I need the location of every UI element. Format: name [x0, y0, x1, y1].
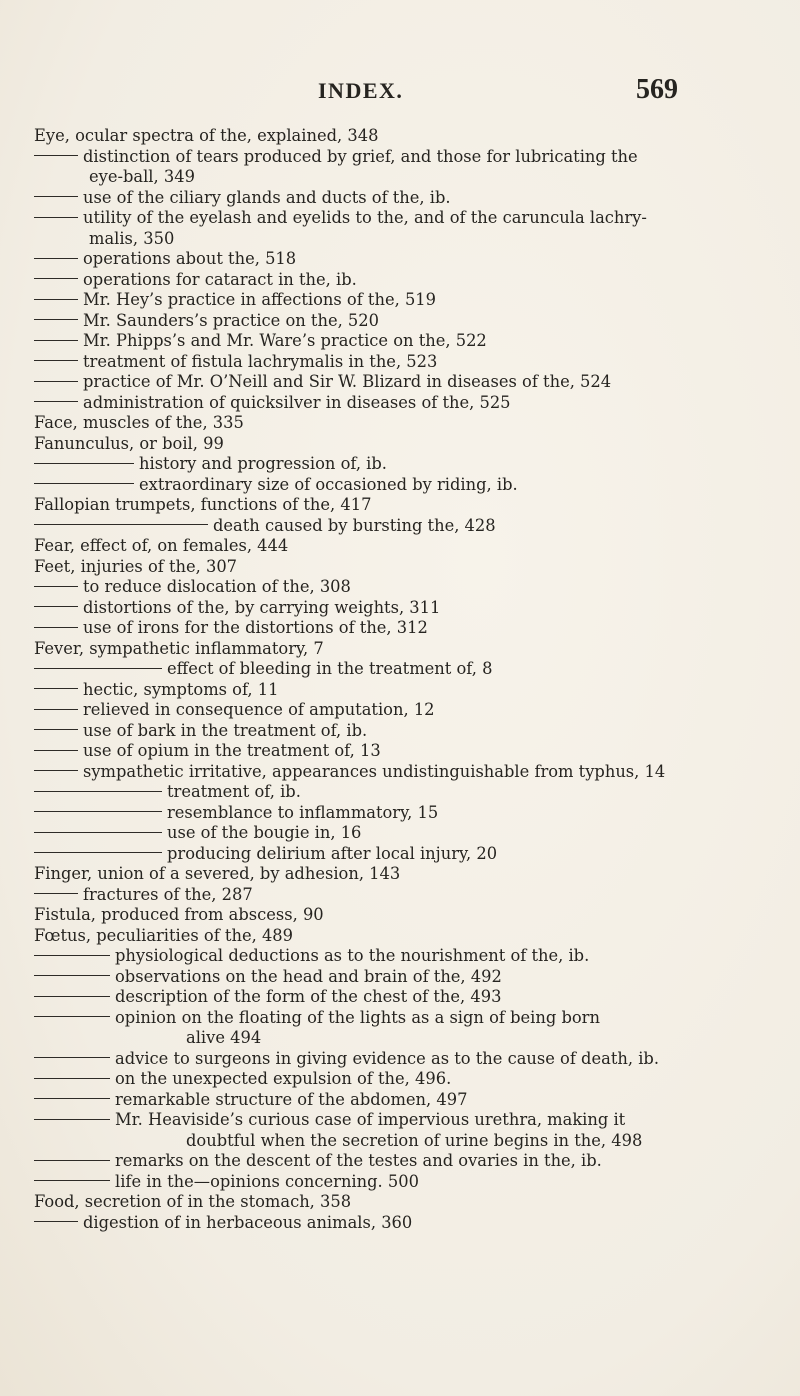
index-subentry: [34, 1090, 786, 1111]
index-subentry: [34, 885, 786, 906]
entry-text: relieved in consequence of amputation, 12: [83, 700, 435, 719]
entry-text: Face, muscles of the, 335: [34, 413, 244, 432]
entry-text: utility of the eyelash and eyelids to the, and of the caruncula lachry-: [83, 208, 647, 227]
ditto-dash: [34, 955, 110, 956]
ditto-dash: [34, 463, 134, 464]
ditto-dash: [34, 975, 110, 976]
index-subentry: [34, 331, 786, 352]
ditto-dash: [34, 155, 78, 156]
ditto-dash: [34, 319, 78, 320]
ditto-dash: [34, 606, 78, 607]
entry-text: Mr. Phipps’s and Mr. Ware’s practice on the, 522: [83, 331, 487, 350]
entry-text: distortions of the, by carrying weights, 311: [83, 597, 441, 617]
ditto-dash: [34, 196, 78, 197]
entry-text: use of the bougie in, 16: [167, 823, 362, 842]
entry-text: physiological deductions as to the nourishment of the, ib.: [115, 946, 590, 965]
index-subentry: [34, 844, 786, 865]
ditto-dash: [34, 524, 208, 525]
index-subentry: [34, 188, 786, 209]
entry-text: Mr. Heaviside’s curious case of impervious urethra, making it: [115, 1110, 626, 1129]
entry-text: Mr. Hey’s practice in affections of the, 519: [83, 290, 437, 309]
entry-text: treatment of, ib.: [167, 782, 301, 801]
index-subentry: [34, 680, 786, 701]
ditto-dash: [34, 217, 78, 218]
entry-text: use of bark in the treatment of, ib.: [83, 720, 368, 740]
entry-text: Fear, effect of, on females, 444: [34, 536, 289, 555]
index-heading-entry: [34, 1192, 786, 1213]
ditto-dash: [34, 729, 78, 730]
entry-text: use of the ciliary glands and ducts of the, ib.: [83, 187, 451, 207]
index-subentry: [34, 516, 786, 537]
entry-continuation: doubtful when the secretion of urine begins in the, 498: [186, 1130, 643, 1150]
ditto-dash: [34, 299, 78, 300]
entry-text: death caused by bursting the, 428: [213, 515, 496, 535]
ditto-dash: [34, 586, 78, 587]
index-subentry: [34, 1069, 786, 1090]
index-subentry: [34, 249, 786, 270]
index-heading-entry: [34, 413, 786, 434]
index-subentry: [34, 700, 786, 721]
ditto-dash: [34, 258, 78, 259]
index-subentry: [34, 782, 786, 803]
index-subentry: [34, 741, 786, 762]
index-heading-entry: [34, 495, 786, 516]
entry-text: Finger, union of a severed, by adhesion, 143: [34, 864, 401, 883]
entry-text: Fever, sympathetic inflammatory, 7: [34, 638, 324, 658]
ditto-dash: [34, 811, 162, 812]
entry-text: opinion on the floating of the lights as a sign of being born: [115, 1007, 600, 1027]
entry-text: fractures of the, 287: [83, 884, 253, 904]
index-subentry: [34, 762, 786, 783]
ditto-dash: [34, 750, 78, 751]
index-subentry: [34, 967, 786, 988]
index-subentry: [34, 454, 786, 475]
ditto-dash: [34, 1119, 110, 1120]
entry-text: to reduce dislocation of the, 308: [83, 577, 351, 596]
index-subentry: [34, 598, 786, 619]
entry-text: Eye, ocular spectra of the, explained, 348: [34, 126, 379, 145]
index-subentry: [34, 987, 786, 1008]
ditto-dash: [34, 893, 78, 894]
ditto-dash: [34, 770, 78, 771]
entry-text: Fœtus, peculiarities of the, 489: [34, 925, 294, 945]
index-subentry: [34, 208, 786, 249]
ditto-dash: [34, 627, 78, 628]
ditto-dash: [34, 340, 78, 341]
index-subentry: [34, 270, 786, 291]
ditto-dash: [34, 1160, 110, 1161]
page-header: [0, 74, 800, 114]
entry-text: administration of quicksilver in diseases of the, 525: [83, 392, 511, 412]
index-heading-entry: [34, 905, 786, 926]
ditto-dash: [34, 688, 78, 689]
ditto-dash: [34, 668, 162, 669]
entry-text: Fanunculus, or boil, 99: [34, 433, 224, 453]
entry-text: Mr. Saunders’s practice on the, 520: [83, 310, 380, 330]
entry-text: observations on the head and brain of the, 492: [115, 966, 502, 986]
entry-text: practice of Mr. O’Neill and Sir W. Blizard in diseases of the, 524: [83, 372, 612, 391]
index-subentry: [34, 577, 786, 598]
index-subentry: [34, 290, 786, 311]
index-heading-entry: [34, 536, 786, 557]
entry-text: remarks on the descent of the testes and ovaries in the, ib.: [115, 1151, 602, 1170]
ditto-dash: [34, 1057, 110, 1058]
index-subentry: [34, 618, 786, 639]
index-subentry: [34, 659, 786, 680]
entry-text: Fistula, produced from abscess, 90: [34, 905, 324, 924]
index-subentry: [34, 1049, 786, 1070]
index-subentry: [34, 823, 786, 844]
entry-text: operations about the, 518: [83, 249, 297, 268]
ditto-dash: [34, 401, 78, 402]
entry-text: operations for cataract in the, ib.: [83, 269, 357, 289]
index-subentry: [34, 147, 786, 188]
entry-text: producing delirium after local injury, 20: [167, 843, 498, 863]
entry-text: Fallopian trumpets, functions of the, 417: [34, 495, 372, 514]
entry-text: advice to surgeons in giving evidence as to the cause of death, ib.: [115, 1048, 660, 1068]
ditto-dash: [34, 278, 78, 279]
index-subentry: [34, 1110, 786, 1151]
entry-text: effect of bleeding in the treatment of, 8: [167, 659, 493, 678]
index-subentry: [34, 372, 786, 393]
ditto-dash: [34, 1016, 110, 1017]
index-heading-entry: [34, 639, 786, 660]
entry-continuation: alive 494: [186, 1028, 262, 1047]
entry-text: sympathetic irritative, appearances undistinguishable from typhus, 14: [83, 761, 666, 781]
entry-text: use of opium in the treatment of, 13: [83, 741, 381, 760]
ditto-dash: [34, 360, 78, 361]
entry-text: hectic, symptoms of, 11: [83, 679, 279, 699]
ditto-dash: [34, 1078, 110, 1079]
page-number: 569: [636, 74, 678, 105]
index-subentry: [34, 946, 786, 967]
index-subentry: [34, 721, 786, 742]
entry-continuation: malis, 350: [89, 228, 175, 248]
running-title: INDEX.: [318, 78, 404, 103]
index-subentry: [34, 352, 786, 373]
index-heading-entry: [34, 864, 786, 885]
entry-text: Feet, injuries of the, 307: [34, 556, 238, 576]
entry-text: treatment of fistula lachrymalis in the, 523: [83, 351, 438, 371]
index-subentry: [34, 1213, 786, 1234]
index-heading-entry: [34, 557, 786, 578]
index-subentry: [34, 311, 786, 332]
ditto-dash: [34, 996, 110, 997]
entry-text: life in the—opinions concerning. 500: [115, 1171, 419, 1191]
entry-text: extraordinary size of occasioned by riding, ib.: [139, 474, 518, 494]
index-heading-entry: [34, 434, 786, 455]
ditto-dash: [34, 1180, 110, 1181]
ditto-dash: [34, 709, 78, 710]
ditto-dash: [34, 483, 134, 484]
ditto-dash: [34, 1098, 110, 1099]
entry-text: history and progression of, ib.: [139, 454, 387, 473]
entry-continuation: eye-ball, 349: [89, 167, 195, 186]
entry-text: remarkable structure of the abdomen, 497: [115, 1089, 468, 1109]
entry-text: distinction of tears produced by grief, and those for lubricating the: [83, 146, 638, 166]
index-entries: [34, 126, 786, 1233]
index-subentry: [34, 1151, 786, 1172]
index-subentry: [34, 803, 786, 824]
ditto-dash: [34, 852, 162, 853]
index-subentry: [34, 393, 786, 414]
index-subentry: [34, 1008, 786, 1049]
ditto-dash: [34, 1221, 78, 1222]
index-heading-entry: [34, 126, 786, 147]
entry-text: on the unexpected expulsion of the, 496.: [115, 1069, 452, 1088]
index-subentry: [34, 1172, 786, 1193]
entry-text: description of the form of the chest of the, 493: [115, 987, 502, 1006]
entry-text: digestion of in herbaceous animals, 360: [83, 1212, 413, 1232]
entry-text: Food, secretion of in the stomach, 358: [34, 1192, 352, 1211]
ditto-dash: [34, 832, 162, 833]
ditto-dash: [34, 381, 78, 382]
index-subentry: [34, 475, 786, 496]
ditto-dash: [34, 791, 162, 792]
index-heading-entry: [34, 926, 786, 947]
entry-text: resemblance to inflammatory, 15: [167, 802, 439, 822]
entry-text: use of irons for the distortions of the, 312: [83, 618, 428, 637]
